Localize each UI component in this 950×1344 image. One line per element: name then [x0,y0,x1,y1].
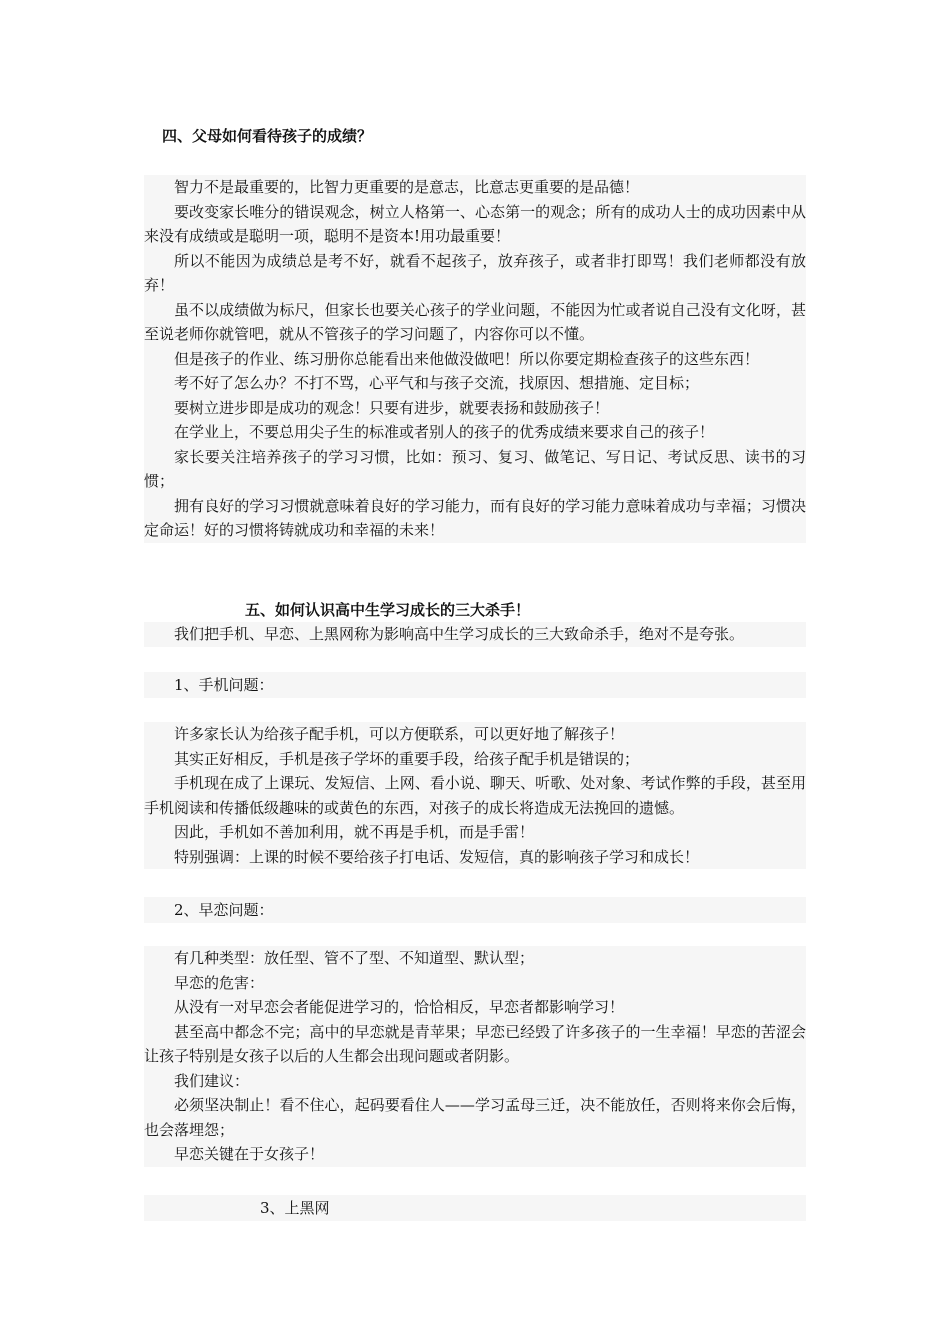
paragraph: 有几种类型：放任型、管不了型、不知道型、默认型； [174,949,535,967]
paragraph: 特别强调：上课的时候不要给孩子打电话、发短信，真的影响孩子学习和成长！ [174,847,700,866]
internet-section-title: 3、上黑网 [260,1199,330,1217]
paragraph: 其实正好相反，手机是孩子学坏的重要手段，给孩子配手机是错误的； [174,749,640,768]
section-5-intro: 我们把手机、早恋、上黑网称为影响高中生学习成长的三大致命杀手，绝对不是夸张。 [174,625,745,643]
puppy-love-section-title: 2、早恋问题： [174,901,274,919]
phone-section-title: 1、手机问题： [174,676,274,694]
puppy-love-title-block [144,897,806,923]
paragraph: 考不好了怎么办？不打不骂，心平气和与孩子交流，找原因、想措施、定目标； [174,374,700,392]
paragraph: 许多家长认为给孩子配手机，可以方便联系，可以更好地了解孩子！ [174,725,625,743]
paragraph: 我们建议： [174,1071,250,1090]
section-4-heading: 四、父母如何看待孩子的成绩？ [162,127,373,145]
paragraph: 在学业上，不要总用尖子生的标准或者别人的孩子的优秀成绩来要求自己的孩子！ [174,423,715,441]
paragraph: 拥有良好的学习习惯就意味着良好的学习能力，而有良好的学习能力意味着成功与幸福；习惯决定命运！好的习惯将铸就成功和幸福的未来！ [144,496,806,539]
phone-section-body [144,722,806,869]
paragraph: 要改变家长唯分的错误观念，树立人格第一、心态第一的观念；所有的成功人士的成功因素中从来没有成绩或是聪明一项，聪明不是资本!用功最重要！ [144,202,806,245]
paragraph: 要树立进步即是成功的观念！只要有进步，就要表扬和鼓励孩子！ [174,398,610,417]
paragraph: 但是孩子的作业、练习册你总能看出来他做没做吧！所以你要定期检查孩子的这些东西！ [174,349,760,368]
paragraph: 家长要关注培养孩子的学习习惯，比如：预习、复习、做笔记、写日记、考试反思、读书的习惯； [144,447,806,490]
section-5-intro-block [144,622,806,647]
paragraph: 因此，手机如不善加利用，就不再是手机，而是手雷！ [174,823,535,841]
paragraph: 智力不是最重要的，比智力更重要的是意志，比意志更重要的是品德！ [174,178,640,196]
phone-title-block [144,672,806,698]
paragraph: 甚至高中都念不完；高中的早恋就是青苹果；早恋已经毁了许多孩子的一生幸福！早恋的苦涩会让孩子特别是女孩子以后的人生都会出现问题或者阴影。 [144,1022,806,1065]
paragraph: 手机现在成了上课玩、发短信、上网、看小说、聊天、听歌、处对象、考试作弊的手段，甚至用手机阅读和传播低级趣味的或黄色的东西，对孩子的成长将造成无法挽回的遗憾。 [144,774,806,817]
paragraph: 必须坚决制止！看不住心，起码要看住人——学习孟母三迁，决不能放任，否则将来你会后悔，也会落埋怨； [144,1096,806,1139]
paragraph: 所以不能因为成绩总是考不好，就看不起孩子，放弃孩子，或者非打即骂！我们老师都没有放弃！ [144,251,806,294]
paragraph: 从没有一对早恋会者能促进学习的，恰恰相反，早恋者都影响学习！ [174,998,625,1016]
paragraph: 早恋关键在于女孩子！ [174,1145,325,1163]
section-5-heading: 五、如何认识高中生学习成长的三大杀手！ [245,601,531,619]
puppy-love-section-body [144,946,806,1167]
paragraph: 虽不以成绩做为标尺，但家长也要关心孩子的学业问题，不能因为忙或者说自己没有文化呀，甚至说老师你就管吧，就从不管孩子的学习问题了，内容你可以不懂。 [144,300,806,343]
paragraph: 早恋的危害： [174,973,265,992]
section-4-body [144,175,806,543]
internet-title-block [144,1195,806,1221]
